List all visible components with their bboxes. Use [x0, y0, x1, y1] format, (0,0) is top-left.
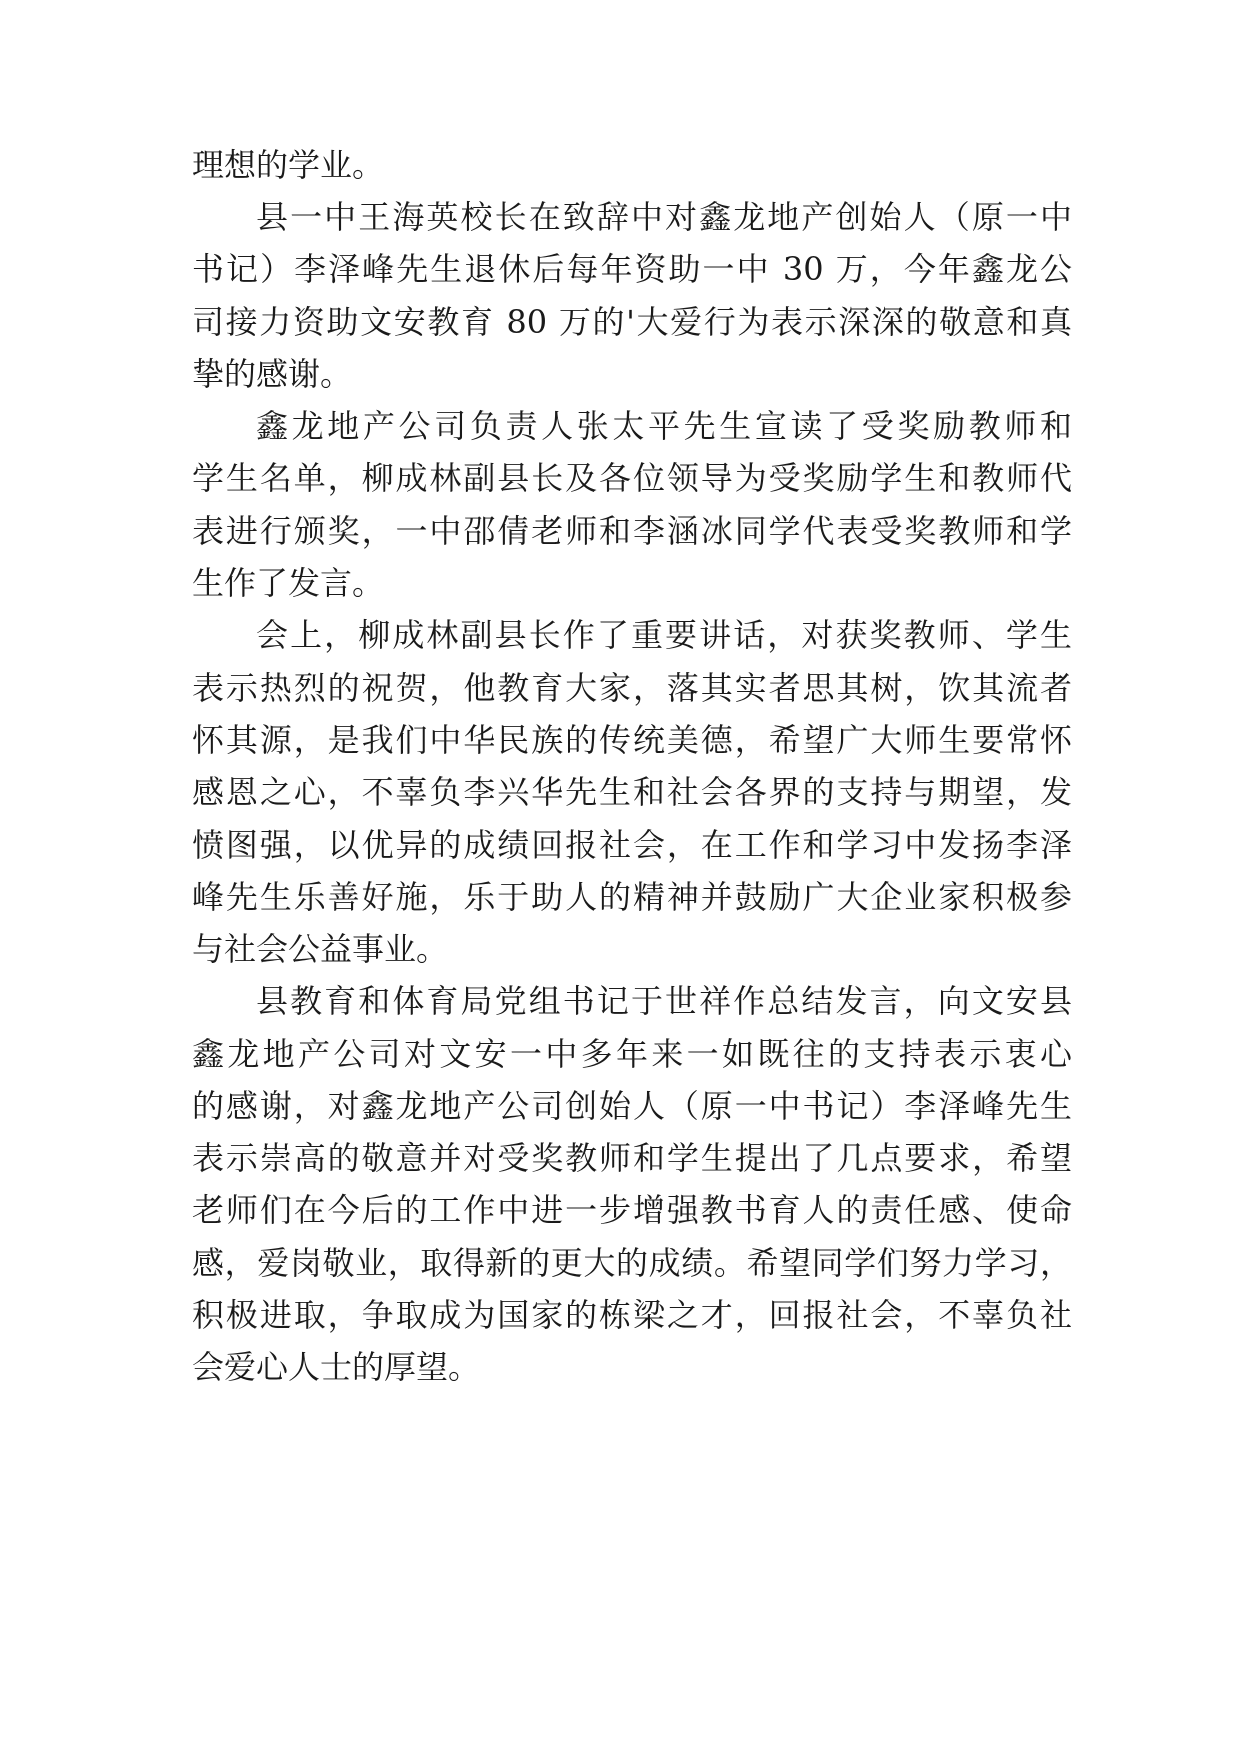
text-line: 的感谢，对鑫龙地产公司创始人（原一中书记）李泽峰先生 [192, 1087, 1072, 1125]
text-line: 挚的感谢。 [192, 355, 353, 393]
text-line: 学生名单，柳成林副县长及各位领导为受奖励学生和教师代 [192, 459, 1072, 497]
text-line: 鑫龙地产公司对文安一中多年来一如既往的支持表示衷心 [192, 1035, 1072, 1073]
text-line: 怀其源，是我们中华民族的传统美德，希望广大师生要常怀 [192, 721, 1072, 759]
text-line: 会爱心人士的厚望。 [192, 1348, 481, 1386]
text-line: 峰先生乐善好施，乐于助人的精神并鼓励广大企业家积极参 [192, 878, 1072, 916]
text-line: 生作了发言。 [192, 564, 385, 602]
text-line: 理想的学业。 [192, 146, 385, 184]
text-line: 鑫龙地产公司负责人张太平先生宣读了受奖励教师和 [256, 407, 1072, 445]
text-line: 积极进取，争取成为国家的栋梁之才，回报社会，不辜负社 [192, 1296, 1072, 1334]
text-line: 司接力资助文安教育 80 万的'大爱行为表示深深的敬意和真 [192, 303, 1072, 341]
text-line: 表示崇高的敬意并对受奖教师和学生提出了几点要求，希望 [192, 1139, 1072, 1177]
text-line: 感恩之心，不辜负李兴华先生和社会各界的支持与期望，发 [192, 773, 1072, 811]
text-line: 感，爱岗敬业，取得新的更大的成绩。希望同学们努力学习， [192, 1244, 1072, 1282]
text-line: 老师们在今后的工作中进一步增强教书育人的责任感、使命 [192, 1191, 1072, 1229]
text-line: 县一中王海英校长在致辞中对鑫龙地产创始人（原一中 [256, 198, 1072, 236]
text-line: 表示热烈的祝贺，他教育大家，落其实者思其树，饮其流者 [192, 669, 1072, 707]
text-line: 书记）李泽峰先生退休后每年资助一中 30 万，今年鑫龙公 [192, 250, 1072, 288]
text-line: 与社会公益事业。 [192, 930, 449, 968]
text-line: 县教育和体育局党组书记于世祥作总结发言，向文安县 [256, 982, 1072, 1020]
text-line: 愤图强，以优异的成绩回报社会，在工作和学习中发扬李泽 [192, 826, 1072, 864]
text-line: 表进行颁奖，一中邵倩老师和李涵冰同学代表受奖教师和学 [192, 512, 1072, 550]
text-line: 会上，柳成林副县长作了重要讲话，对获奖教师、学生 [256, 616, 1072, 654]
